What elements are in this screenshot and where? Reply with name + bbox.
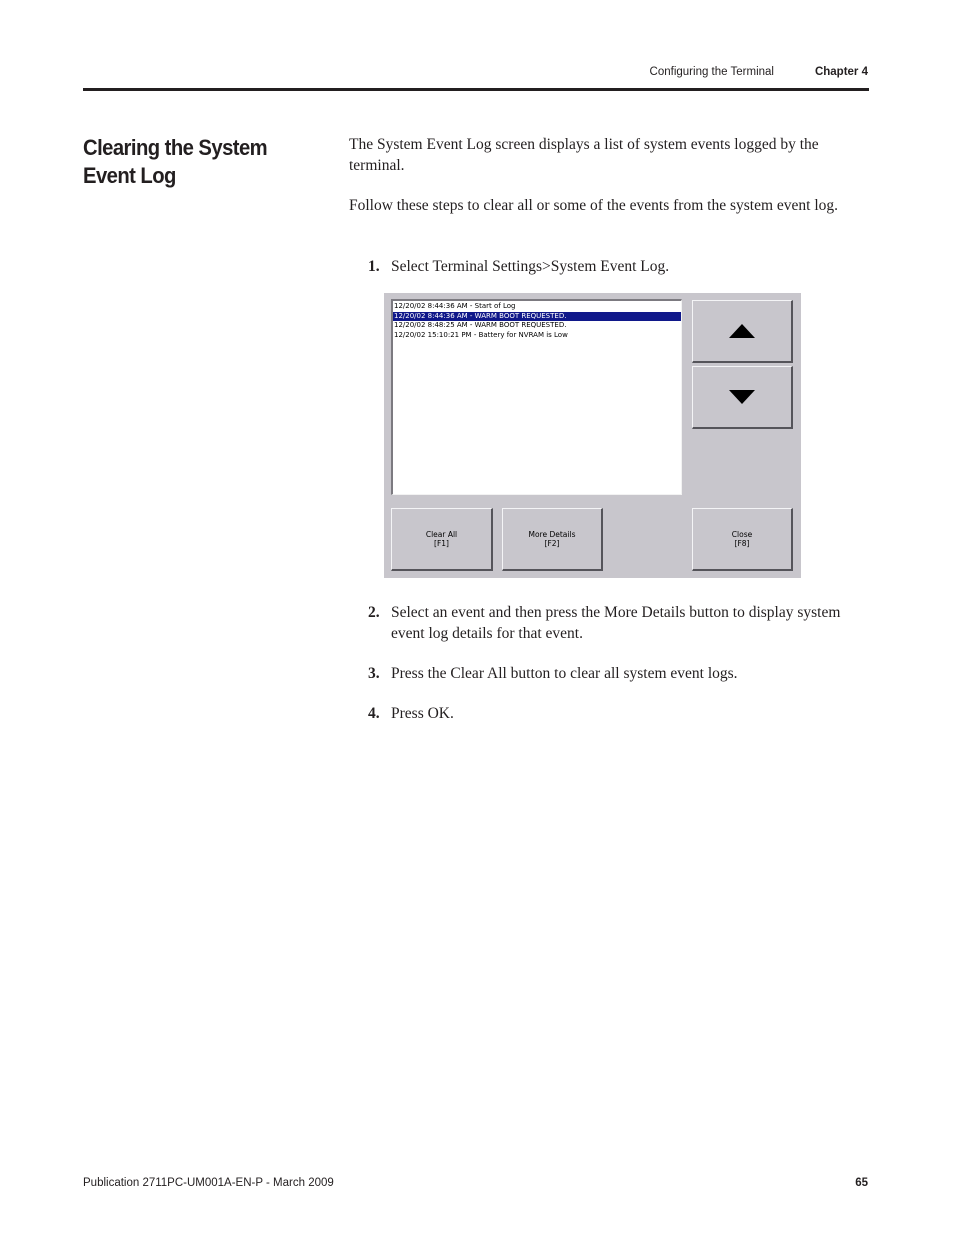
step-number: 3. <box>368 665 380 682</box>
page-number: 65 <box>855 1177 868 1189</box>
step-text: Select Terminal Settings>System Event Log. <box>391 258 670 275</box>
system-event-log-screenshot <box>384 293 801 578</box>
arrow-down-icon <box>728 389 756 405</box>
header-rule <box>83 88 869 91</box>
step-number: 4. <box>368 705 380 722</box>
running-header-section: Configuring the Terminal <box>649 66 774 78</box>
more-details-label: More Details [F2] <box>528 530 576 548</box>
step-text: Press OK. <box>391 705 454 722</box>
intro-paragraph: The System Event Log screen displays a list of system events logged by the terminal. <box>349 136 819 174</box>
scroll-down-button[interactable] <box>692 366 793 429</box>
step-3 <box>368 663 868 684</box>
event-log-list[interactable] <box>391 299 682 495</box>
log-entry[interactable]: 12/20/02 15:10:21 PM - Battery for NVRAM is Low <box>394 330 568 339</box>
step-1 <box>368 256 868 277</box>
instructions-paragraph: Follow these steps to clear all or some of the events from the system event log. <box>349 197 838 214</box>
more-details-button[interactable] <box>502 508 603 571</box>
running-header-chapter: Chapter 4 <box>814 66 868 78</box>
step-2 <box>368 602 868 644</box>
scroll-up-button[interactable] <box>692 300 793 363</box>
footer-publication: Publication 2711PC-UM001A-EN-P - March 2009 <box>83 1177 334 1189</box>
step-text: Select an event and then press the More Details button to display system event log details for that event. <box>391 604 841 642</box>
close-button[interactable] <box>692 508 793 571</box>
clear-all-button[interactable] <box>391 508 493 571</box>
log-entry-selected[interactable]: 12/20/02 8:44:36 AM - WARM BOOT REQUESTED. <box>393 312 681 322</box>
step-number: 1. <box>368 258 380 275</box>
step-4 <box>368 703 868 724</box>
arrow-up-icon <box>728 323 756 339</box>
log-entry[interactable]: 12/20/02 8:44:36 AM - Start of Log <box>394 302 516 310</box>
step-number: 2. <box>368 604 380 621</box>
step-text: Press the Clear All button to clear all system event logs. <box>391 665 738 682</box>
clear-all-label: Clear All [F1] <box>425 530 458 548</box>
close-label: Close [F8] <box>731 530 753 548</box>
log-entry[interactable]: 12/20/02 8:48:25 AM - WARM BOOT REQUESTED. <box>394 321 567 329</box>
section-title: Clearing the System Event Log <box>83 135 268 188</box>
